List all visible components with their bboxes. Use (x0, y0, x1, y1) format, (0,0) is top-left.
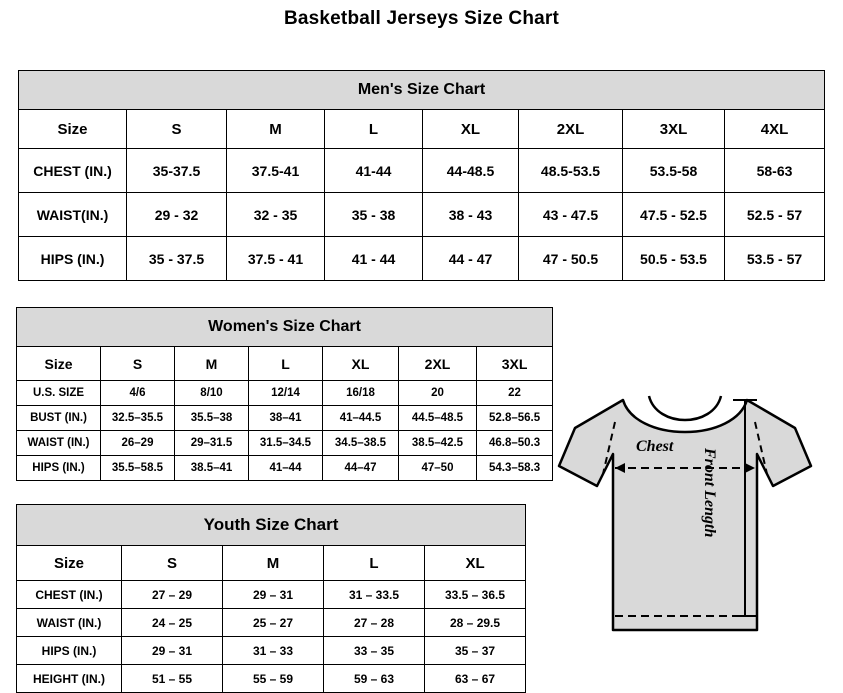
page-title: Basketball Jerseys Size Chart (283, 8, 560, 29)
row-label: WAIST (IN.) (17, 431, 101, 456)
table-cell: 22 (477, 381, 553, 406)
table-caption-row (19, 71, 825, 110)
table-cell: 44 - 47 (423, 237, 519, 281)
row-label: WAIST(IN.) (19, 193, 127, 237)
table-cell: 55 – 59 (223, 665, 324, 693)
front-length-measurement-label: Front Length (701, 448, 718, 538)
table-cell: 27 – 29 (122, 581, 223, 609)
table-cell: 35.5–38 (175, 406, 249, 431)
table-cell: 38 - 43 (423, 193, 519, 237)
column-header: 2XL (399, 347, 477, 381)
table-row (19, 149, 825, 193)
row-label: HIPS (IN.) (19, 237, 127, 281)
table-cell: 43 - 47.5 (519, 193, 623, 237)
column-header: 2XL (519, 110, 623, 149)
table-cell: 48.5-53.5 (519, 149, 623, 193)
table-cell: 20 (399, 381, 477, 406)
table-row (17, 431, 553, 456)
table-cell: 44–47 (323, 456, 399, 481)
table-cell: 44-48.5 (423, 149, 519, 193)
table-cell: 29 – 31 (223, 581, 324, 609)
table-cell: 59 – 63 (324, 665, 425, 693)
table-cell: 35 – 37 (425, 637, 526, 665)
table-caption-row (17, 308, 553, 347)
table-cell: 47.5 - 52.5 (623, 193, 725, 237)
youth-size-chart-table (16, 504, 526, 693)
table-cell: 31.5–34.5 (249, 431, 323, 456)
mens-chart-caption: Men's Size Chart (19, 71, 825, 110)
column-header: XL (425, 546, 526, 581)
table-cell: 47–50 (399, 456, 477, 481)
row-label: CHEST (IN.) (17, 581, 122, 609)
table-cell: 27 – 28 (324, 609, 425, 637)
column-header: XL (423, 110, 519, 149)
table-header-row (17, 546, 526, 581)
table-cell: 33 – 35 (324, 637, 425, 665)
table-row (19, 193, 825, 237)
table-row (17, 637, 526, 665)
column-header: Size (19, 110, 127, 149)
table-cell: 29 – 31 (122, 637, 223, 665)
row-label: BUST (IN.) (17, 406, 101, 431)
chest-measurement-label: Chest (636, 438, 674, 455)
table-cell: 35 - 38 (325, 193, 423, 237)
column-header: Size (17, 546, 122, 581)
column-header: S (122, 546, 223, 581)
table-cell: 28 – 29.5 (425, 609, 526, 637)
table-cell: 47 - 50.5 (519, 237, 623, 281)
row-label: HIPS (IN.) (17, 637, 122, 665)
column-header: 4XL (725, 110, 825, 149)
table-cell: 31 – 33 (223, 637, 324, 665)
column-header: L (249, 347, 323, 381)
table-cell: 58-63 (725, 149, 825, 193)
table-cell: 37.5-41 (227, 149, 325, 193)
shirt-collar (649, 396, 721, 420)
womens-chart-caption: Women's Size Chart (17, 308, 553, 347)
column-header: Size (17, 347, 101, 381)
table-cell: 16/18 (323, 381, 399, 406)
table-cell: 38.5–42.5 (399, 431, 477, 456)
table-row (19, 237, 825, 281)
table-cell: 37.5 - 41 (227, 237, 325, 281)
table-cell: 50.5 - 53.5 (623, 237, 725, 281)
table-header-row (17, 347, 553, 381)
table-cell: 52.8–56.5 (477, 406, 553, 431)
table-cell: 38–41 (249, 406, 323, 431)
jersey-shirt-icon (545, 358, 835, 668)
mens-size-chart-table (18, 70, 825, 281)
table-cell: 25 – 27 (223, 609, 324, 637)
column-header: 3XL (477, 347, 553, 381)
table-cell: 46.8–50.3 (477, 431, 553, 456)
column-header: 3XL (623, 110, 725, 149)
row-label: HEIGHT (IN.) (17, 665, 122, 693)
table-cell: 41-44 (325, 149, 423, 193)
table-cell: 32.5–35.5 (101, 406, 175, 431)
shirt-outline (559, 400, 811, 630)
table-cell: 41–44 (249, 456, 323, 481)
table-cell: 52.5 - 57 (725, 193, 825, 237)
table-row (17, 456, 553, 481)
table-cell: 31 – 33.5 (324, 581, 425, 609)
jersey-measurement-diagram (545, 358, 835, 668)
table-cell: 29–31.5 (175, 431, 249, 456)
table-cell: 35 - 37.5 (127, 237, 227, 281)
table-cell: 53.5-58 (623, 149, 725, 193)
table-cell: 4/6 (101, 381, 175, 406)
table-cell: 41–44.5 (323, 406, 399, 431)
womens-size-chart-table (16, 307, 553, 481)
table-cell: 32 - 35 (227, 193, 325, 237)
table-cell: 44.5–48.5 (399, 406, 477, 431)
column-header: L (325, 110, 423, 149)
row-label: HIPS (IN.) (17, 456, 101, 481)
table-cell: 24 – 25 (122, 609, 223, 637)
table-row (17, 609, 526, 637)
column-header: L (324, 546, 425, 581)
column-header: XL (323, 347, 399, 381)
column-header: S (101, 347, 175, 381)
table-cell: 26–29 (101, 431, 175, 456)
table-cell: 54.3–58.3 (477, 456, 553, 481)
table-cell: 53.5 - 57 (725, 237, 825, 281)
row-label: CHEST (IN.) (19, 149, 127, 193)
table-row (17, 406, 553, 431)
table-cell: 33.5 – 36.5 (425, 581, 526, 609)
table-cell: 38.5–41 (175, 456, 249, 481)
table-cell: 29 - 32 (127, 193, 227, 237)
table-row (17, 581, 526, 609)
youth-chart-caption: Youth Size Chart (17, 505, 526, 546)
column-header: M (223, 546, 324, 581)
column-header: S (127, 110, 227, 149)
table-caption-row (17, 505, 526, 546)
table-header-row (19, 110, 825, 149)
table-cell: 35.5–58.5 (101, 456, 175, 481)
column-header: M (175, 347, 249, 381)
row-label: WAIST (IN.) (17, 609, 122, 637)
column-header: M (227, 110, 325, 149)
table-row (17, 381, 553, 406)
row-label: U.S. SIZE (17, 381, 101, 406)
table-cell: 12/14 (249, 381, 323, 406)
table-cell: 8/10 (175, 381, 249, 406)
table-cell: 41 - 44 (325, 237, 423, 281)
table-cell: 34.5–38.5 (323, 431, 399, 456)
table-cell: 63 – 67 (425, 665, 526, 693)
table-cell: 51 – 55 (122, 665, 223, 693)
table-cell: 35-37.5 (127, 149, 227, 193)
